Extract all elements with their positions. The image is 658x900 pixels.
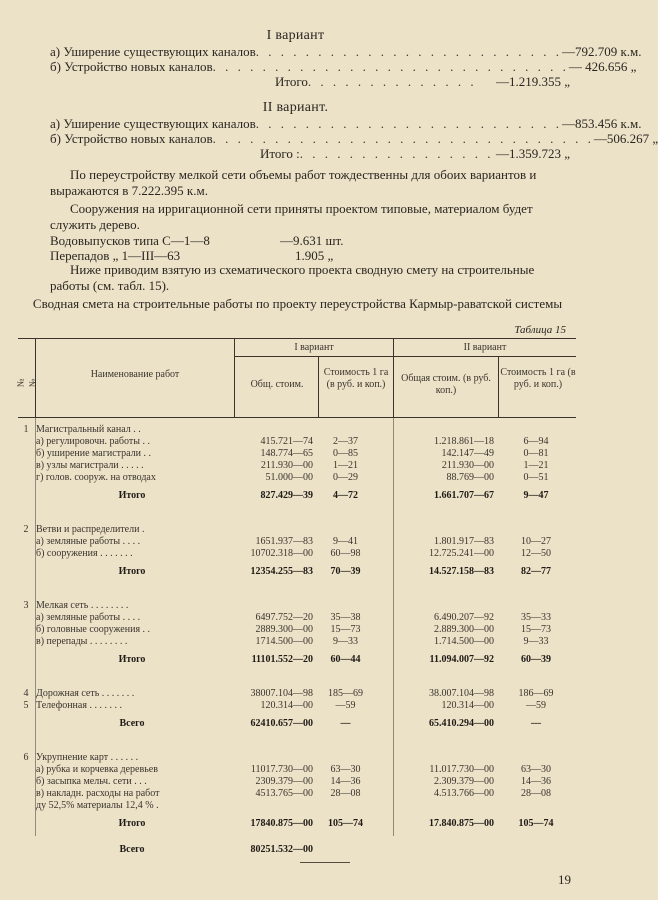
cell-c3: 1.218.861—18 [434, 436, 494, 447]
cell-num: 3 [23, 600, 29, 611]
table-row [18, 436, 576, 448]
cell-c3: 38.007.104—98 [429, 688, 494, 699]
cell-c4: 105—74 [518, 818, 554, 829]
page-number: 19 [558, 872, 571, 887]
cell-c4: — [531, 718, 541, 729]
header-num: №№ [15, 378, 38, 388]
table-row [18, 548, 576, 560]
table-total-row [18, 818, 576, 830]
cell-name: Всего [119, 718, 145, 729]
paragraph-outlets: Водовыпусков типа С—1—8 —9.631 шт. [50, 233, 344, 248]
cell-c4: 1—21 [523, 460, 549, 471]
cell-c4: 82—77 [521, 566, 551, 577]
table-row [18, 800, 576, 812]
cell-num: 1 [23, 424, 29, 435]
cell-c3: 88.769—00 [446, 472, 494, 483]
cell-c3: 1.661.707—67 [434, 490, 494, 501]
table-total-row [18, 490, 576, 502]
table-total-row [18, 566, 576, 578]
paragraph-small-network: По переустройству мелкой сети объемы работ тождественны для обоих вариантов и выражаются в 7.222.395 к.м. [50, 167, 537, 198]
cell-c2: 60—44 [330, 654, 361, 665]
cell-c1: 415.721—74 [260, 436, 313, 447]
cell-num: 6 [23, 752, 29, 763]
cell-c2: 1—21 [333, 460, 358, 471]
table-total-row [18, 844, 576, 856]
cell-c4: 63—30 [521, 764, 551, 775]
cell-name: Итого [118, 490, 146, 501]
table-row [18, 764, 576, 776]
paragraph-intro-table: Ниже приводим взятую из схематического проекта сводную смету на строительные работы (см. табл. 15). [50, 262, 535, 293]
header-variant1: I вариант [294, 342, 334, 353]
cell-c1: 1651.937—83 [255, 536, 313, 547]
table-row [18, 536, 576, 548]
cell-c2: — [340, 718, 351, 729]
cell-c1: 51.000—00 [265, 472, 313, 483]
cell-name: а) рубка и корчевка деревьев [36, 764, 158, 775]
cell-name: в) узлы магистрали . . . . . [36, 460, 144, 471]
cell-c3: 142.147—49 [441, 448, 494, 459]
table-row [18, 688, 576, 700]
cell-name: а) регулировочн. работы . . [36, 436, 150, 447]
cell-c4: 28—08 [521, 788, 551, 799]
cell-name: в) накладн. расходы на работ [36, 788, 160, 799]
variant1-total: Итого . . . . . . . . . . . . . . —1.219.355 „ [275, 74, 570, 89]
cell-c3: 2.889.300—00 [434, 624, 494, 635]
cell-c4: 12—50 [521, 548, 551, 559]
table-row [18, 636, 576, 648]
cell-name: Итого [118, 654, 146, 665]
header-v2-per-ha: Стоимость 1 га (в руб. и коп.) [500, 367, 576, 390]
cell-num: 5 [23, 700, 29, 711]
cell-c3: 17.840.875—00 [429, 818, 494, 829]
cell-name: ду 52,5% материалы 12,4 % . [36, 800, 159, 811]
cell-c2: 9—41 [333, 536, 358, 547]
cell-c1: 10702.318—00 [250, 548, 313, 559]
table-row [18, 612, 576, 624]
table-row [18, 752, 576, 764]
cell-c3: 11.094.007—92 [429, 654, 494, 665]
table-total-row [18, 718, 576, 730]
cell-c1: 2309.379—00 [255, 776, 313, 787]
cell-c2: 70—39 [330, 566, 361, 577]
cell-c2: 60—98 [330, 548, 361, 559]
cell-c1: 211.930—00 [260, 460, 313, 471]
cell-c2: 14—36 [330, 776, 361, 787]
cell-c1: 12354.255—83 [250, 566, 313, 577]
table-row [18, 424, 576, 436]
cell-c1: 80251.532—00 [250, 844, 313, 855]
variant2-item-b: б) Устройство новых каналов . . . . . . . . . . . . . . . . . . . . . . . . . . . . . . . —506.267 „ [50, 131, 658, 146]
cell-c3: 211.930—00 [441, 460, 494, 471]
cell-name: б) головные сооружения . . [36, 624, 151, 635]
cell-name: Укрупнение карт . . . . . . [36, 752, 139, 763]
header-v1-per-ha: Стоимость 1 га (в руб. и коп.) [323, 367, 389, 390]
cell-c4: 9—33 [523, 636, 549, 647]
cell-c4: 0—81 [523, 448, 549, 459]
cell-c4: —59 [526, 700, 546, 711]
cell-c2: 185—69 [328, 688, 363, 699]
header-v2-cost: Общая стоим. (в руб. коп.) [401, 373, 491, 396]
variant2-total: Итого : . . . . . . . . . . . . . . . . —1.359.723 „ [260, 146, 570, 161]
cell-c3: 12.725.241—00 [429, 548, 494, 559]
cell-c3: 1.714.500—00 [434, 636, 494, 647]
cell-c2: 105—74 [328, 818, 363, 829]
table-row [18, 624, 576, 636]
table-caption: Сводная смета на строительные работы по проекту переустройства Кармыр-раватской системы [32, 296, 563, 311]
cell-c3: 4.513.766—00 [434, 788, 494, 799]
cell-c1: 17840.875—00 [250, 818, 313, 829]
variant2-title: II вариант. [262, 100, 329, 115]
table-row [18, 700, 576, 712]
cell-c3: 14.527.158—83 [429, 566, 494, 577]
cell-name: Всего [119, 844, 145, 855]
cell-name: а) земляные работы . . . . [36, 612, 141, 623]
cell-c4: 9—47 [523, 490, 549, 501]
cell-num: 4 [23, 688, 29, 699]
cell-c2: 0—85 [333, 448, 358, 459]
cell-name: Итого [118, 818, 146, 829]
variant2-item-a: а) Уширение существующих каналов . . . . . . . . . . . . . . . . . . . . . . . . . —853.456 к.м. [50, 116, 642, 131]
cell-name: Ветви и распределители . [36, 524, 145, 535]
cell-name: б) уширение магистрали . . [36, 448, 151, 459]
table-total-row [18, 654, 576, 666]
cell-c1: 38007.104—98 [250, 688, 313, 699]
cell-c1: 6497.752—20 [255, 612, 313, 623]
cell-c4: 186—69 [518, 688, 554, 699]
cell-c2: 63—30 [330, 764, 361, 775]
paragraph-drops: Перепадов „ 1—III—63 1.905 „ [50, 248, 334, 263]
cell-c2: 28—08 [330, 788, 361, 799]
cell-c4: 14—36 [521, 776, 551, 787]
variant1-item-a: а) Уширение существующих каналов . . . . . . . . . . . . . . . . . . . . . . . . . —792.709 к.м. [50, 44, 642, 59]
cell-c4: 0—51 [523, 472, 549, 483]
cell-num: 2 [23, 524, 29, 535]
cell-c1: 11101.552—20 [251, 654, 313, 665]
cell-name: б) сооружения . . . . . . . [36, 548, 133, 559]
cell-c3: 2.309.379—00 [434, 776, 494, 787]
variant1-item-b: б) Устройство новых каналов . . . . . . . . . . . . . . . . . . . . . . . . . . . . . — 426.656 „ [50, 59, 637, 74]
header-variant2: II вариант [463, 342, 507, 353]
header-v1-cost: Общ. стоим. [250, 379, 304, 390]
cell-c1: 1714.500—00 [255, 636, 313, 647]
cell-c2: 15—73 [330, 624, 361, 635]
cell-name: б) засыпка мельч. сети . . . [36, 776, 147, 787]
cell-c2: 0—29 [333, 472, 358, 483]
cell-c1: 62410.657—00 [250, 718, 313, 729]
cell-c2: 4—72 [333, 490, 358, 501]
cell-name: Дорожная сеть . . . . . . . [36, 688, 135, 699]
cell-c4: 15—73 [521, 624, 551, 635]
cell-c2: 35—38 [330, 612, 361, 623]
cell-c1: 120.314—00 [260, 700, 313, 711]
cell-c1: 148.774—65 [260, 448, 313, 459]
cell-c4: 60—39 [521, 654, 551, 665]
cell-c3: 120.314—00 [441, 700, 494, 711]
cell-name: а) земляные работы . . . . [36, 536, 141, 547]
cell-name: Телефонная . . . . . . . [36, 700, 122, 711]
cell-c2: 2—37 [333, 436, 358, 447]
cell-c1: 4513.765—00 [255, 788, 313, 799]
cell-c2: 9—33 [333, 636, 358, 647]
table-row [18, 600, 576, 612]
cell-c1: 2889.300—00 [255, 624, 313, 635]
cell-c3: 11.017.730—00 [429, 764, 494, 775]
table-row [18, 788, 576, 800]
variant1-title: I вариант [266, 28, 325, 43]
paragraph-structures: Сооружения на ирригационной сети приняты проектом типовые, материалом будет служить дерево. [50, 201, 533, 232]
table-number: Таблица 15 [514, 324, 566, 336]
cell-name: в) перепады . . . . . . . . [36, 636, 128, 647]
table-row [18, 776, 576, 788]
table-row [18, 524, 576, 536]
cell-c1: 11017.730—00 [250, 764, 313, 775]
cell-c2: —59 [335, 700, 356, 711]
table-header [15, 338, 576, 418]
cell-c3: 65.410.294—00 [429, 718, 494, 729]
cell-c4: 6—94 [523, 436, 549, 447]
cell-c1: 827.429—39 [260, 490, 313, 501]
cell-name: Мелкая сеть . . . . . . . . [36, 600, 129, 611]
cell-name: Итого [118, 566, 146, 577]
cell-c3: 6.490.207—92 [434, 612, 494, 623]
table-row [18, 460, 576, 472]
table-row [18, 472, 576, 484]
cell-name: г) голов. сооруж. на отводах [36, 472, 156, 483]
cell-name: Магистральный канал . . [36, 424, 141, 435]
header-name: Наименование работ [90, 369, 180, 380]
cell-c4: 10—27 [521, 536, 551, 547]
table-row [18, 448, 576, 460]
cell-c4: 35—33 [521, 612, 551, 623]
cell-c3: 1.801.917—83 [434, 536, 494, 547]
